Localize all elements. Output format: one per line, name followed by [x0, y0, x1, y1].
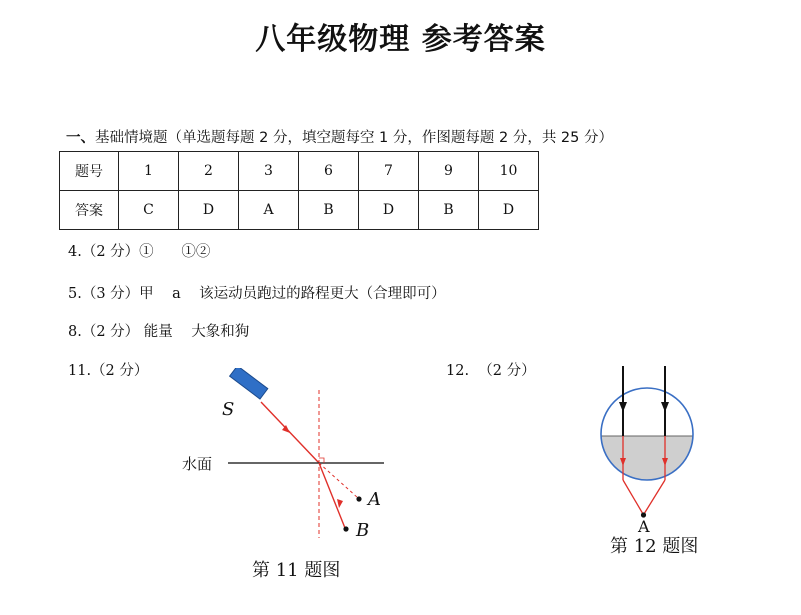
answer-table — [59, 151, 539, 230]
table-cell: 9 — [419, 152, 479, 191]
ray-arrow-icon — [337, 499, 343, 508]
section-heading — [66, 126, 613, 147]
virtual-ray — [319, 463, 358, 498]
answer-line-q12: 12. （2 分） — [446, 363, 536, 379]
ray-arrow-icon — [619, 402, 627, 412]
label-a: A — [638, 517, 650, 536]
liquid-fill — [588, 436, 708, 496]
table-cell: 6 — [299, 152, 359, 191]
table-cell: 1 — [119, 152, 179, 191]
ray-arrow-icon — [661, 402, 669, 412]
refracted-ray — [319, 463, 345, 528]
light-source-icon — [230, 368, 268, 399]
table-row — [60, 152, 539, 191]
table-cell: 10 — [479, 152, 539, 191]
label-water-surface: 水面 — [182, 455, 213, 473]
table-cell: B — [419, 191, 479, 230]
label-a: A — [368, 489, 381, 510]
table-row — [60, 191, 539, 230]
figure-12-diagram — [588, 358, 708, 558]
row-header: 题号 — [60, 152, 119, 191]
label-b: B — [356, 520, 370, 541]
incident-ray — [261, 402, 319, 463]
table-cell: A — [239, 191, 299, 230]
section-number: 一、 — [66, 130, 95, 146]
table-cell: D — [359, 191, 419, 230]
table-cell: 2 — [179, 152, 239, 191]
answer-line-q4: 4.（2 分）① ①② — [68, 244, 211, 260]
answer-line-q8: 8.（2 分） 能量 大象和狗 — [68, 324, 250, 340]
figure-12-caption: 第 12 题图 — [610, 536, 699, 557]
row-header: 答案 — [60, 191, 119, 230]
table-cell: C — [119, 191, 179, 230]
table-cell: D — [479, 191, 539, 230]
table-cell: D — [179, 191, 239, 230]
converging-ray-left — [623, 480, 643, 514]
point-b — [343, 526, 348, 531]
section-text: 基础情境题（单选题每题 2 分，填空题每空 1 分，作图题每题 2 分，共 25 分） — [95, 130, 613, 146]
answer-line-q5: 5.（3 分）甲 a 该运动员跑过的路程更大（合理即可） — [68, 286, 446, 302]
table-cell: B — [299, 191, 359, 230]
figure-11-caption: 第 11 题图 — [252, 560, 341, 581]
table-cell: 3 — [239, 152, 299, 191]
table-cell: 7 — [359, 152, 419, 191]
label-s: S — [222, 399, 235, 420]
answer-line-q11: 11.（2 分） — [68, 363, 149, 379]
converging-ray-right — [644, 480, 665, 514]
page-title: 八年级物理 参考答案 — [255, 22, 546, 57]
figure-11-diagram — [178, 368, 398, 580]
point-a — [356, 496, 361, 501]
